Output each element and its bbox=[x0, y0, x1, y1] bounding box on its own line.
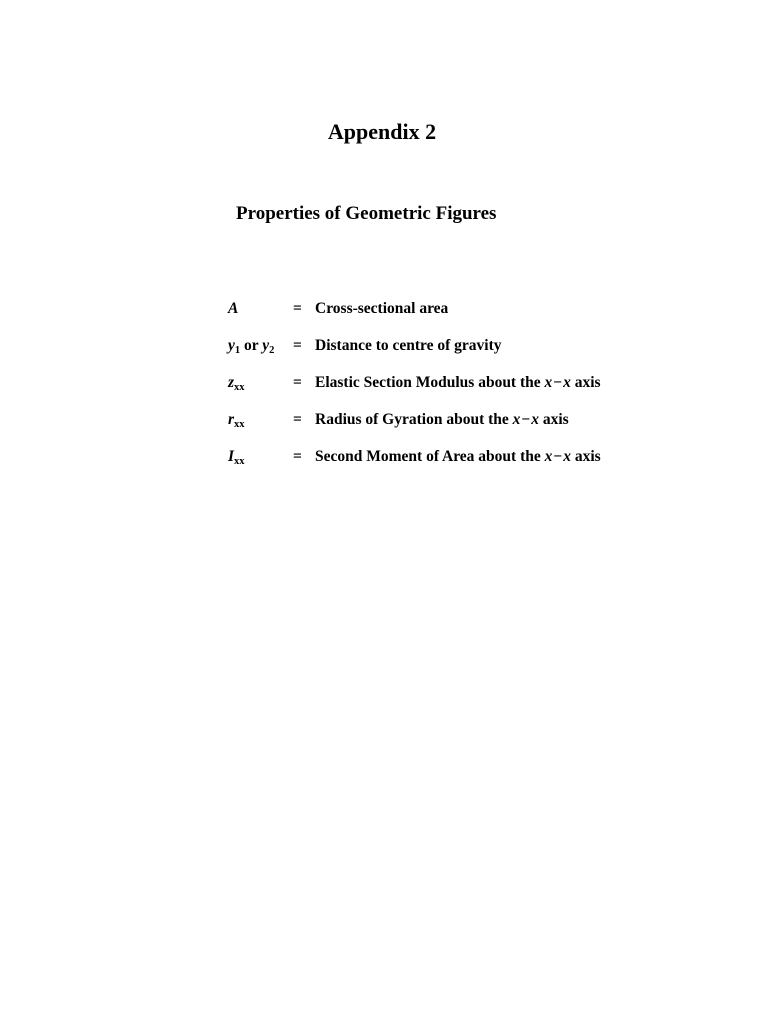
axis-variable-2: x bbox=[531, 411, 539, 428]
symbol-joiner: or bbox=[244, 337, 259, 354]
symbol-subscript: xx bbox=[234, 382, 245, 393]
symbol-main: I bbox=[228, 448, 235, 465]
description-prefix: Second Moment of Area about the bbox=[315, 448, 541, 465]
definition-row-radius-of-gyration bbox=[228, 409, 748, 446]
axis-minus-sign: − bbox=[553, 374, 563, 391]
symbol-radius-of-gyration bbox=[228, 409, 245, 436]
axis-variable-2: x bbox=[563, 448, 571, 465]
symbol-second-moment bbox=[228, 446, 245, 473]
description-suffix: axis bbox=[574, 374, 601, 391]
symbol-area bbox=[228, 298, 238, 320]
definition-list bbox=[228, 298, 748, 483]
section-title: Properties of Geometric Figures bbox=[236, 203, 497, 224]
equals-sign: = bbox=[293, 411, 302, 428]
definition-description bbox=[315, 409, 569, 431]
definition-row-area bbox=[228, 298, 748, 335]
axis-variable: x bbox=[544, 374, 553, 391]
symbol-section-modulus bbox=[228, 372, 245, 399]
definition-row-centroid-distance bbox=[228, 335, 748, 372]
symbol-main: y bbox=[228, 337, 235, 354]
definition-description bbox=[315, 372, 601, 394]
axis-minus-sign: − bbox=[553, 448, 563, 465]
symbol-subscript: xx bbox=[234, 419, 245, 430]
symbol-subscript: xx bbox=[234, 456, 245, 467]
description-suffix: axis bbox=[574, 448, 601, 465]
symbol-centroid-distance bbox=[228, 335, 274, 362]
definition-description: Distance to centre of gravity bbox=[315, 337, 502, 354]
equals-sign: = bbox=[293, 300, 302, 317]
axis-variable: x bbox=[544, 448, 553, 465]
description-prefix: Radius of Gyration about the bbox=[315, 411, 509, 428]
equals-sign: = bbox=[293, 374, 302, 391]
equals-sign: = bbox=[293, 448, 302, 465]
symbol-main-2: y bbox=[262, 337, 270, 354]
symbol-subscript-2: 2 bbox=[269, 345, 275, 356]
definition-description: Cross-sectional area bbox=[315, 300, 449, 317]
appendix-title: Appendix 2 bbox=[327, 119, 437, 144]
definition-description bbox=[315, 446, 601, 468]
axis-minus-sign: − bbox=[521, 411, 531, 428]
axis-variable-2: x bbox=[563, 374, 571, 391]
description-prefix: Elastic Section Modulus about the bbox=[315, 374, 541, 391]
equals-sign: = bbox=[293, 337, 302, 354]
description-suffix: axis bbox=[542, 411, 569, 428]
definition-row-second-moment bbox=[228, 446, 748, 483]
symbol-subscript: 1 bbox=[234, 345, 241, 356]
symbol-main: r bbox=[228, 411, 235, 428]
symbol-main: A bbox=[228, 300, 239, 317]
definition-row-section-modulus bbox=[228, 372, 748, 409]
symbol-main: z bbox=[228, 374, 235, 391]
axis-variable: x bbox=[512, 411, 521, 428]
